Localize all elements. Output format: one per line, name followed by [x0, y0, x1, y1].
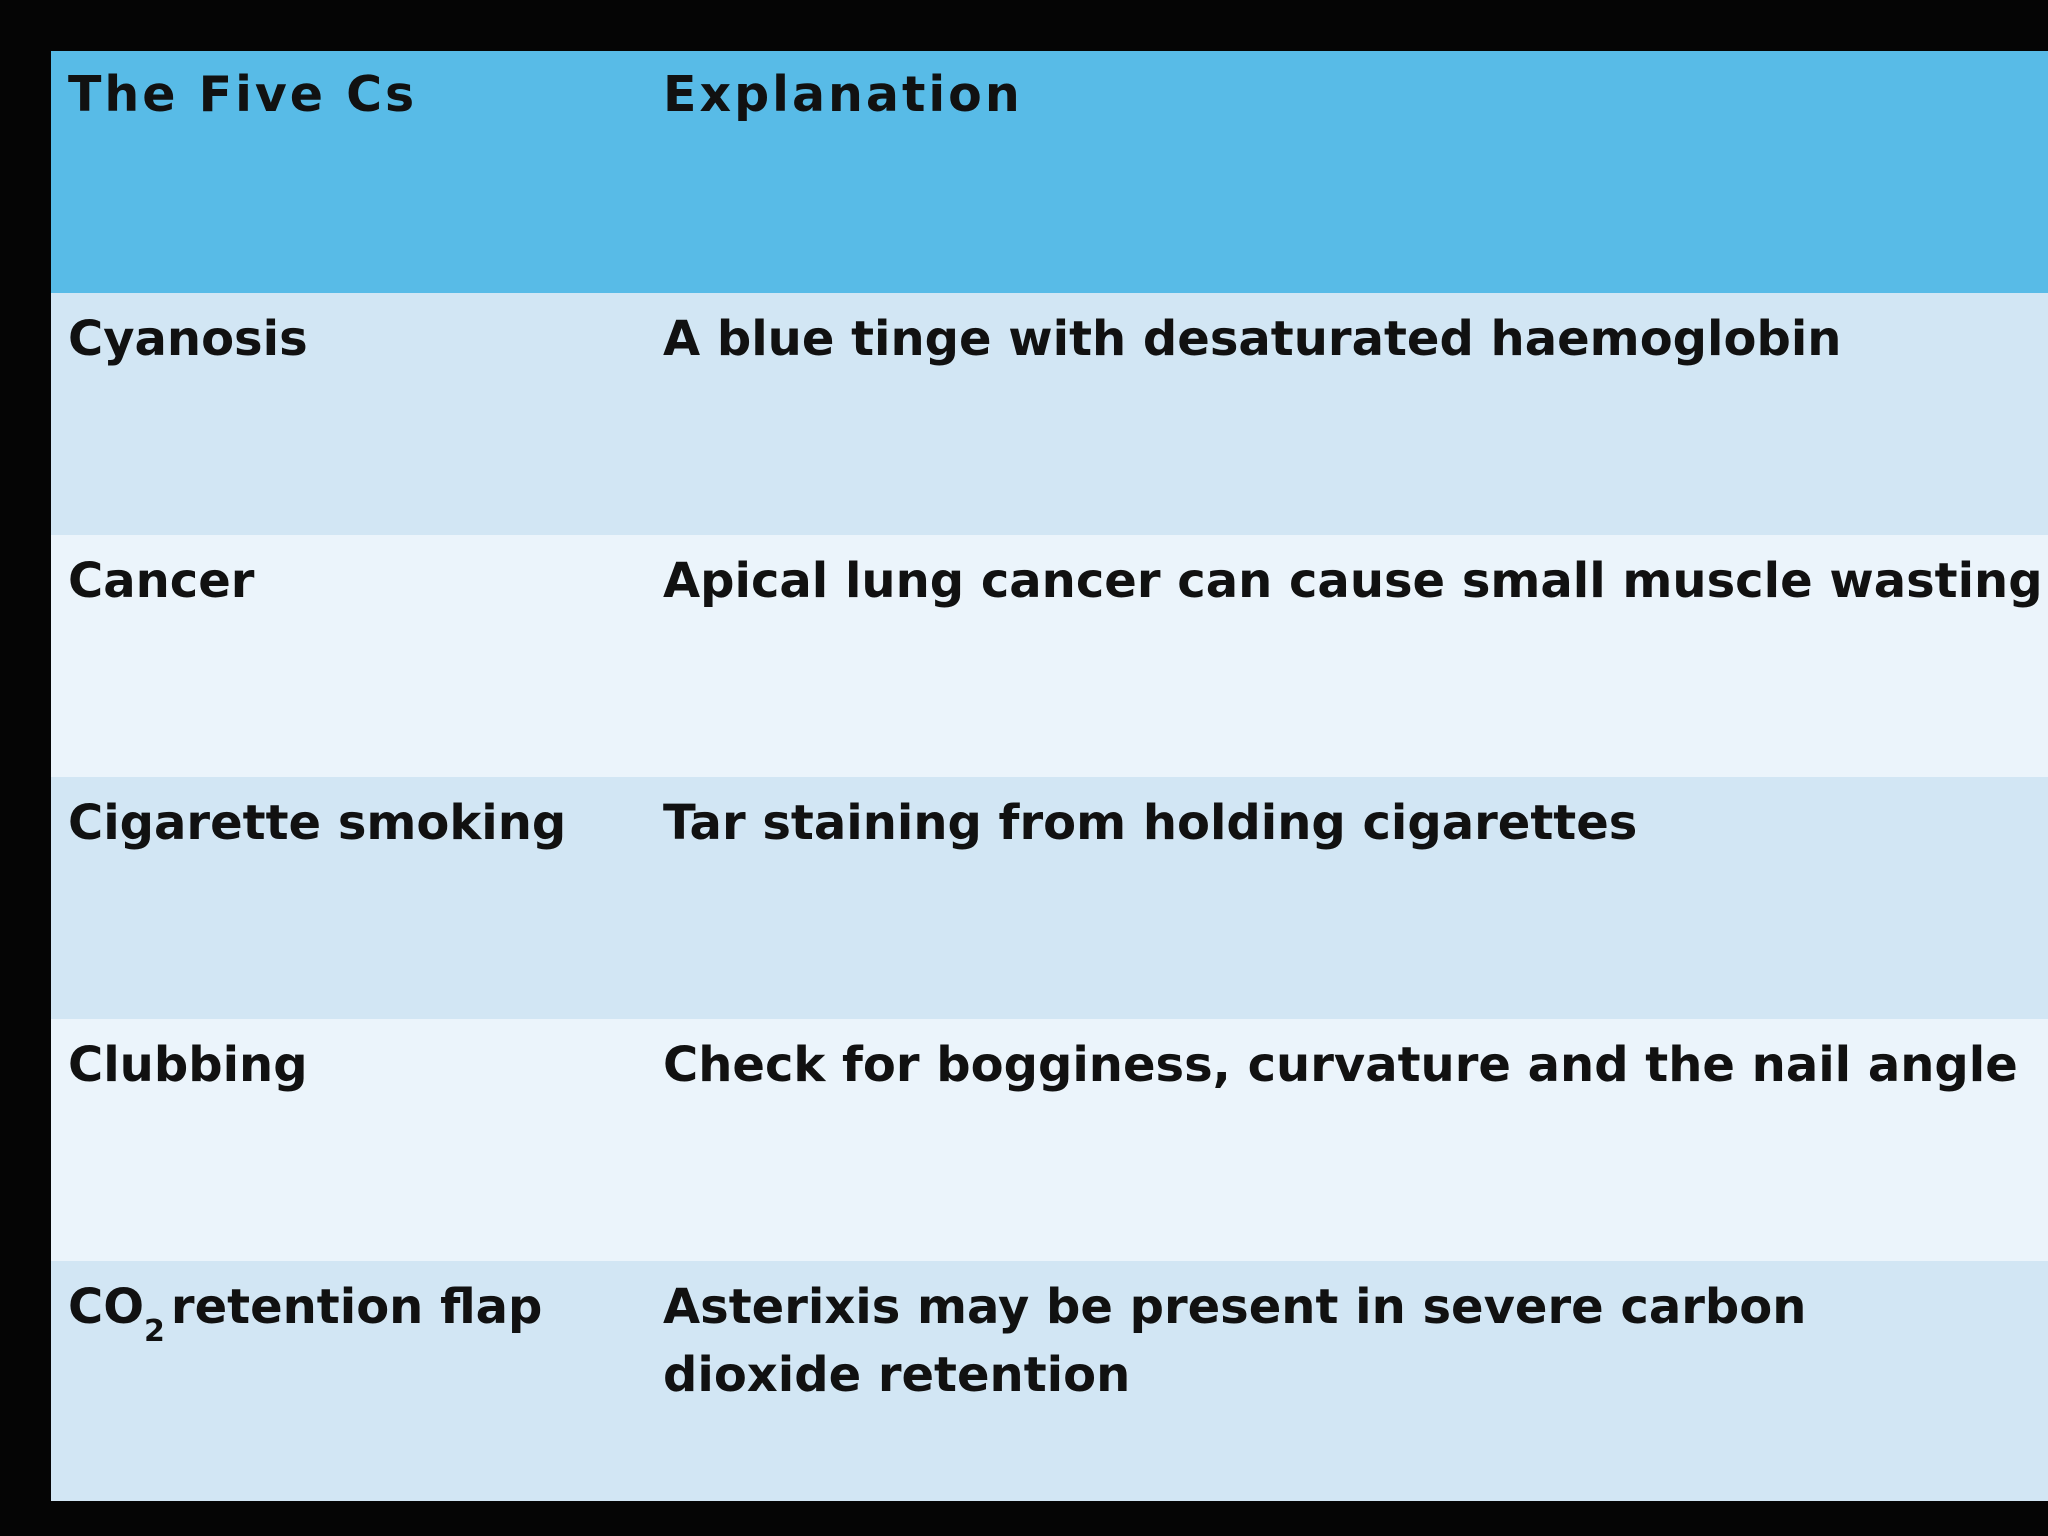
table-row [51, 1261, 2048, 1501]
row-term [68, 1273, 543, 1349]
row-explanation: A blue tinge with desaturated haemoglobin [663, 311, 1842, 367]
table-header-row [51, 51, 2048, 293]
row-explanation: Apical lung cancer can cause small muscle wasting [663, 553, 2043, 609]
co2-subscript: 2 [144, 1314, 165, 1349]
row-explanation: Tar staining from holding cigarettes [663, 795, 1638, 851]
header-five-cs: The Five Cs [68, 66, 418, 123]
header-explanation: Explanation [663, 66, 1023, 123]
table-row [51, 777, 2048, 1019]
row-term: Cigarette smoking [68, 795, 567, 851]
co2-suffix: retention flap [170, 1279, 543, 1335]
table-row [51, 293, 2048, 535]
row-term: Clubbing [68, 1037, 308, 1093]
co2-prefix: CO [68, 1279, 145, 1335]
row-explanation: Asterixis may be present in severe carbon dioxide retention [663, 1279, 1807, 1403]
row-term: Cyanosis [68, 311, 308, 367]
row-term: Cancer [68, 553, 255, 609]
table-row [51, 1019, 2048, 1261]
row-explanation: Check for bogginess, curvature and the nail angle [663, 1037, 2018, 1093]
table-row [51, 535, 2048, 777]
five-cs-table [51, 51, 2048, 1501]
